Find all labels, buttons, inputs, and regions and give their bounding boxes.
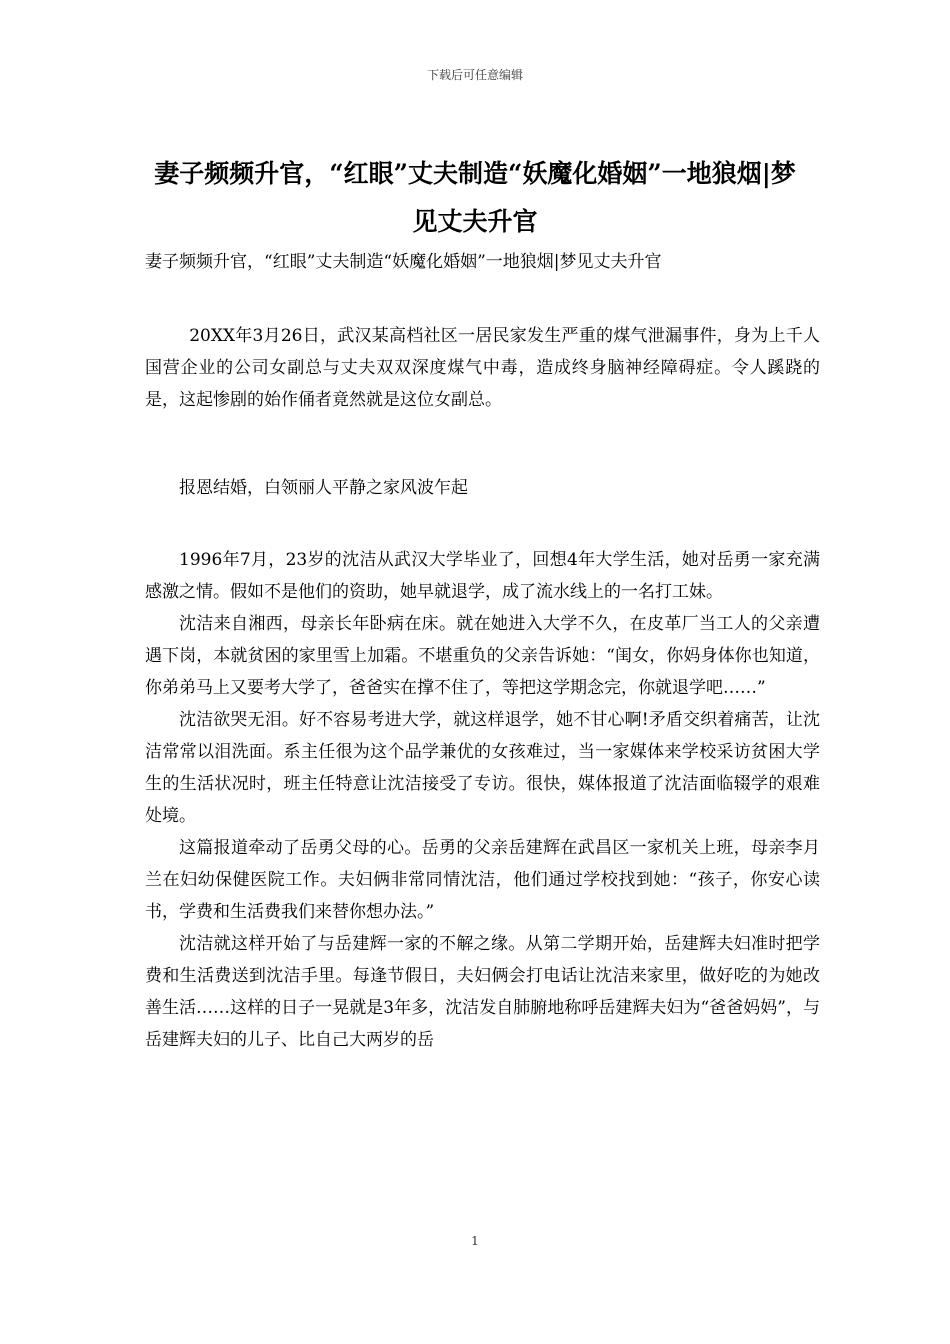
page-number: 1 [471, 1234, 479, 1248]
body-paragraph: 沈洁就这样开始了与岳建辉一家的不解之缘。从第二学期开始，岳建辉夫妇准时把学费和生活费送到沈洁手里。每逢节假日，夫妇俩会打电话让沈洁来家里，做好吃的为她改善生活……这样的日子一晃就是3年多，沈洁发自肺腑地称呼岳建辉夫妇为“爸爸妈妈”，与岳建辉夫妇的儿子、比自己大两岁的岳 [145, 934, 820, 1050]
intro-block [145, 320, 820, 416]
body-paragraph: 沈洁来自湘西，母亲长年卧病在床。就在她进入大学不久，在皮革厂当工人的父亲遭遇下岗，本就贫困的家里雪上加霜。不堪重负的父亲告诉她：“闺女，你妈身体你也知道，你弟弟马上又要考大学了，爸爸实在撑不住了，等把这学期念完，你就退学吧……” [145, 614, 820, 698]
body-paragraph: 1996年7月，23岁的沈洁从武汉大学毕业了，回想4年大学生活，她对岳勇一家充满感激之情。假如不是他们的资助，她早就退学，成了流水线上的一名打工妹。 [145, 550, 820, 602]
section-heading-block [145, 472, 820, 504]
article-title: 妻子频频升官，“红眼”丈夫制造“妖魔化婚姻”一地狼烟|梦见丈夫升官 [154, 159, 796, 236]
intro-paragraph: 20XX年3月26日，武汉某高档社区一居民家发生严重的煤气泄漏事件，身为上千人国营企业的公司女副总与丈夫双双深度煤气中毒，造成终身脑神经障碍症。令人蹊跷的是，这起惨剧的始作俑者竟然就是这位女副总。 [145, 326, 820, 410]
article-subtitle: 妻子频频升官，“红眼”丈夫制造“妖魔化婚姻”一地狼烟|梦见丈夫升官 [145, 252, 662, 272]
page-header-note: 下载后可任意编辑 [426, 68, 523, 82]
section-heading: 报恩结婚，白领丽人平静之家风波乍起 [179, 478, 468, 498]
body-paragraph: 沈洁欲哭无泪。好不容易考进大学，就这样退学，她不甘心啊!矛盾交织着痛苦，让沈洁常常以泪洗面。系主任很为这个品学兼优的女孩难过，当一家媒体来学校采访贫困大学生的生活状况时，班主任特意让沈洁接受了专访。很快，媒体报道了沈洁面临辍学的艰难处境。 [145, 710, 820, 826]
main-body [145, 544, 820, 1056]
body-paragraph: 这篇报道牵动了岳勇父母的心。岳勇的父亲岳建辉在武昌区一家机关上班，母亲李月兰在妇幼保健医院工作。夫妇俩非常同情沈洁，他们通过学校找到她：“孩子，你安心读书，学费和生活费我们来替你想办法。” [145, 838, 820, 922]
